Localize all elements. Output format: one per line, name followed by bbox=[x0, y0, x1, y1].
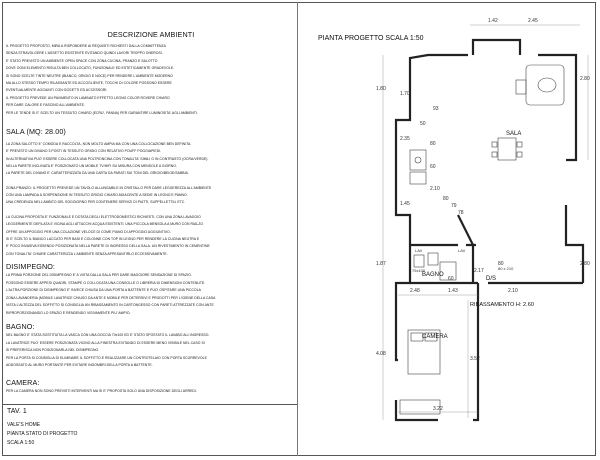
walls bbox=[396, 40, 583, 420]
bagno-line: NEL BAGNO E' STATA SOSTITUITA LA VASCA CON UNA DOCCIA 70x100 ED E' STATO SPOSTATO IL LAVABO ALL'INGRESSO. bbox=[6, 333, 210, 337]
dim-left-e: 1.87 bbox=[376, 261, 386, 267]
dim-mid-a: 93 bbox=[433, 106, 439, 112]
sala-line: E' POCO INVASIVA ESSENDO POSIZIONATA NELLA PARETE DI INGRESSO DELLA SALA. UN RIVESTIMENTO IN CEMENTINE bbox=[6, 244, 210, 249]
disimpegno-line: RIPROPORZIONANDO LO SPAZIO E RENDENDO VISIVAMENTE PIU' AMPIO. bbox=[6, 311, 131, 315]
dim-left-f: 4.08 bbox=[376, 351, 386, 357]
floor-plan bbox=[298, 0, 600, 460]
disimpegno-line: POSSONO ESSERE APPESI QUADRI, STAMPE O COLLOCATA UNA CONSOLLE O LIBRERIA DI DIMENSIONI CONTENUTE. bbox=[6, 280, 206, 285]
kitchen-sink bbox=[410, 172, 426, 184]
sala-title: SALA (MQ: 28.00) bbox=[6, 127, 66, 136]
room-ds: D/S bbox=[486, 276, 497, 282]
disimpegno-title: DISIMPEGNO: bbox=[6, 262, 56, 271]
dim-mid-g: 79 bbox=[451, 203, 457, 209]
dim-bagno-x: 1.43 bbox=[448, 288, 458, 294]
dim-mid-f: 80 bbox=[443, 196, 449, 202]
dim-left-c: 2.35 bbox=[400, 136, 410, 142]
chair-2 bbox=[492, 152, 497, 157]
dim-camera-h: 3.52 bbox=[470, 356, 480, 362]
sala-line: NELLA PARETE INCLINATA E' POSIZIONATO UN MOBILE TV/HIFI SU MISURA CON MENSOLE A GIORNO. bbox=[6, 163, 177, 168]
bagno-title: BAGNO: bbox=[6, 322, 35, 331]
dim-camera-w: 3.22 bbox=[433, 406, 443, 412]
bagno-line: SI PREFERISCA NON POSIZIONARLA NEL DISIMPEGNO. bbox=[6, 348, 100, 353]
furniture bbox=[400, 65, 564, 414]
sala-line: CON TONALITA' CHIARE CARATTERIZZA L'AMBIENTE SENZA APPESANTIRLO ECCESSIVAMENTE. bbox=[6, 251, 168, 256]
sofa bbox=[526, 65, 564, 105]
dim-left-d: 1.45 bbox=[400, 201, 410, 207]
intro-line: E' STATO PREVISTO UN AMBIENTE OPEN SPACE CON ZONA CUCINA, PRANZO E SALOTTO bbox=[6, 58, 158, 63]
dim-mid-h: 78 bbox=[458, 210, 464, 216]
intro-line: SI SONO SCELTE TINTE NEUTRE (BIANCO, GRIGIO E NOCE) PER RENDERE L'AMBIENTE MODERNO bbox=[6, 73, 173, 78]
sala-line: OFFRE UN APPOGGIO PER UNA COLAZIONE VELOCE DI COME PIANO DI APPOGGIO AGGIUNTIVO. bbox=[6, 229, 171, 234]
intro-line: PER DARE CALORE E FASCINO ALL'AMBIENTE. bbox=[6, 103, 85, 108]
camera-title: CAMERA: bbox=[6, 378, 40, 387]
bagno-line: PER LA PORTA SI CONSIGLIA DI ELIMINARE IL SOFFITTO E REALIZZARE UN CONTROTELAIO CON PORTA SCORREVOLE bbox=[6, 355, 207, 360]
sala-line: ZONA PRANZO: IL PROGETTO PREVEDE UN TAVOLO ALLUNGABILE IN CRISTALLO PER DARE LEGGEREZZA ALL'AMBIENTE bbox=[6, 185, 212, 190]
title-block bbox=[3, 404, 297, 454]
dim-bagno-n: 60 bbox=[448, 276, 454, 282]
intro-line: SENZA STRAVOLGERE L'ASSETTO ESISTENTE EVITANDO QUINDI LAVORI TROPPO ONEROSI. bbox=[6, 51, 163, 56]
label-bidet: 75x100 bbox=[412, 268, 426, 273]
dim-left-b: 1.70 bbox=[400, 91, 410, 97]
dim-bagno-z: 2.17 bbox=[474, 268, 484, 274]
label-ds: 80 x 210 bbox=[498, 266, 514, 271]
dim-mid-d: 60 bbox=[430, 164, 436, 170]
dim-top1: 1.42 bbox=[488, 18, 498, 24]
bagno-line: LA LAVATRICE PUO' ESSERE POSIZIONATA VICINO ALLA FINESTRA EVITANDO DI ESSERE MENO VISIBILE NEL CASO SI bbox=[6, 340, 205, 345]
tav-number: TAV. 1 bbox=[7, 408, 27, 415]
disimpegno-line: ZONA LAVANDERIA (MOBILE LAVATRICE CHIUSO DA ANTE E MOBILE PER DETERSIVI E PRODOTTI PER L'IGIENE DELLA CASA bbox=[6, 295, 216, 300]
disimpegno-line: VISTA L'ALTEZZA DEL SOFFITTO SI CONSIGLIA UN RIBASSAMENTO IN CARTONGESSO CON PARETI ATTREZZATE CON ANTE bbox=[6, 303, 214, 308]
kitchen-base bbox=[410, 150, 426, 170]
outer-wall-right-upper bbox=[566, 205, 583, 283]
dim-top2: 2.45 bbox=[528, 18, 538, 24]
label-lav1: LAV bbox=[415, 248, 423, 253]
camera-line: PER LA CAMERA NON SONO PREVISTI INTERVENTI MA SI E' PROPOSTA SOLO UNA DISPOSIZIONE DEGLI ARREDI. bbox=[6, 389, 197, 393]
ribassamento-label: RIBASSAMENTO H: 2.60 bbox=[470, 302, 534, 308]
room-sala: SALA bbox=[506, 131, 522, 137]
pouff bbox=[516, 80, 526, 94]
dim-bagno-w: 2.48 bbox=[410, 288, 420, 294]
description-panel bbox=[6, 0, 296, 460]
intro-line: EVENTUALMENTE AGGIUNTI CON OGGETTI ED ACCESSORI. bbox=[6, 88, 108, 93]
angled-wall bbox=[458, 215, 473, 245]
sala-line: LA ZONA SALOTTO E' COMODA E RACCOLTA, NON MOLTO AMPIA MA CON UNA COLLOCAZIONE BEN DEFINITA. bbox=[6, 142, 192, 146]
dim-right: 2.80 bbox=[580, 76, 590, 82]
intro-line: IL PROGETTO PREVEDE UN PAVIMENTO IN LAMINATO EFFETTO LEGNO COLOR ROVERE CHIARO bbox=[6, 95, 170, 100]
bagno-line: ADDOSSATO AL MURO PORTANTE PER EVITARE INGOMBRI DELLA PORTA A BATTENTE. bbox=[6, 363, 153, 368]
label-lav2: LAV bbox=[458, 248, 466, 253]
drawing-scale: SCALA 1:50 bbox=[7, 440, 35, 446]
dining-table bbox=[498, 138, 516, 160]
dim-mid-c: 80 bbox=[430, 141, 436, 147]
sala-line: IN ALTERNATIVA PUO' ESSERE COLLOCATA UNA POLTRONCINA CON TONALITA' SIMILI O IN CONTRASTO (OCRA/VERDE). bbox=[6, 156, 209, 161]
intro-line: IL PROGETTO PROPOSTO, MIRA A RISPONDERE AI REQUISITI RICHIESTI DALLA COMMITTENZA bbox=[6, 44, 166, 48]
room-camera: CAMERA bbox=[422, 334, 448, 340]
plan-panel bbox=[298, 0, 600, 460]
drawing-subject: PIANTA STATO DI PROGETTO bbox=[7, 431, 78, 437]
dim-left-a: 1.80 bbox=[376, 86, 386, 92]
rug bbox=[538, 78, 556, 92]
dimension-lines bbox=[383, 25, 588, 420]
dim-mid-b: 50 bbox=[420, 121, 426, 127]
chair-4 bbox=[517, 152, 522, 157]
disimpegno-line: LA PRIMA PORZIONE DEL DISIMPEGNO E' A VISTA DALLA SALA PER DARE MAGGIORE SENSAZIONE DI SPAZIO. bbox=[6, 273, 192, 277]
project-name: VALE'S HOME bbox=[7, 422, 41, 428]
sala-line: LA CUCINA PROPOSTA E' FUNZIONALE E DOTATA DEGLI ELETTRODOMESTICI RICHIESTI, CON UNA ZONA LAVAGGIO bbox=[6, 215, 201, 219]
outer-wall-top bbox=[473, 40, 576, 160]
toilet bbox=[428, 253, 438, 265]
dim-bagno-y: 2.10 bbox=[508, 288, 518, 294]
dim-mid-e: 2.10 bbox=[430, 186, 440, 192]
dim-ds-n: 80 bbox=[498, 261, 504, 267]
chair-3 bbox=[517, 142, 522, 147]
room-labels bbox=[422, 131, 521, 340]
intro-line: MA ALLO STESSO TEMPO RILASSANTE ED ACCOGLIENTE, TOCCHI DI COLORE POSSONO ESSERE bbox=[6, 81, 172, 85]
sala-line: CON UNA LAMPADA A SOSPENSIONE IN TESSUTO GRIGIO CHIARO ADIACENTE A SEDIE IN LEGNO E PANNO. bbox=[6, 193, 188, 198]
sala-line: SI E' SCELTO IL BIANCO LACCATO PER BASI E COLONNE CON TOP IN LEGNO PER RENDERE LA CUCINA NEUTRA E bbox=[6, 236, 200, 241]
intro-line: DOVE OGNI ELEMENTO RISULTA BEN COLLOCATO, FUNZIONALE ED ESTETICAMENTE GRADEVOLE. bbox=[6, 66, 175, 71]
chair-1 bbox=[492, 142, 497, 147]
sala-line: LA PARETE DEL DIVANO E' CARATTERIZZATA DA UNA CARTA DA PARATI SUI TONI DEL GRIGIO/BEIGE/SABBIA. bbox=[6, 171, 189, 176]
plan-title: PIANTA PROGETTO SCALA 1:50 bbox=[318, 35, 424, 42]
intro-line: PER LE TENDE SI E' SCELTO UN TESSUTO CHIARO (ECRU', PANNA) PER GARANTIRE LUMINOSITA' AGLI AMBIENTI. bbox=[6, 110, 199, 115]
dim-right-r: 2.80 bbox=[580, 261, 590, 267]
description-title: DESCRIZIONE AMBIENTI bbox=[107, 30, 195, 39]
sala-line: E' PREVISTO UN DIVANO 3 POSTI IN TESSUTO GRIGIO CON RELATIVO POUFF POGGIAPIEDI. bbox=[6, 149, 162, 154]
disimpegno-line: L'ALTRA PORZIONE DI DISIMPEGNO E' INVECE CHIUSA DA UNA PORTA A BATTENTE E PUO' OSPITARE UNA PICCOLA bbox=[6, 288, 201, 293]
sala-line: LEGGERMENTE DEFILATA E VICINA AGLI ATTACCHI ACQUA ESISTENTI. UNA PICCOLA MENSOLA A MURO CON RIALZO bbox=[6, 222, 204, 227]
room-bagno: BAGNO bbox=[422, 272, 444, 278]
sala-line: UNA CREDENZA NELL'AMBITO DEL SOGGIORNO PER CONTENERE SERVIZI DI PIATTI, SUPPELLETTILI ETC. bbox=[6, 200, 186, 205]
washbasin bbox=[414, 255, 424, 267]
hob-burner bbox=[415, 157, 421, 163]
outer-wall-left-upper bbox=[396, 55, 468, 245]
